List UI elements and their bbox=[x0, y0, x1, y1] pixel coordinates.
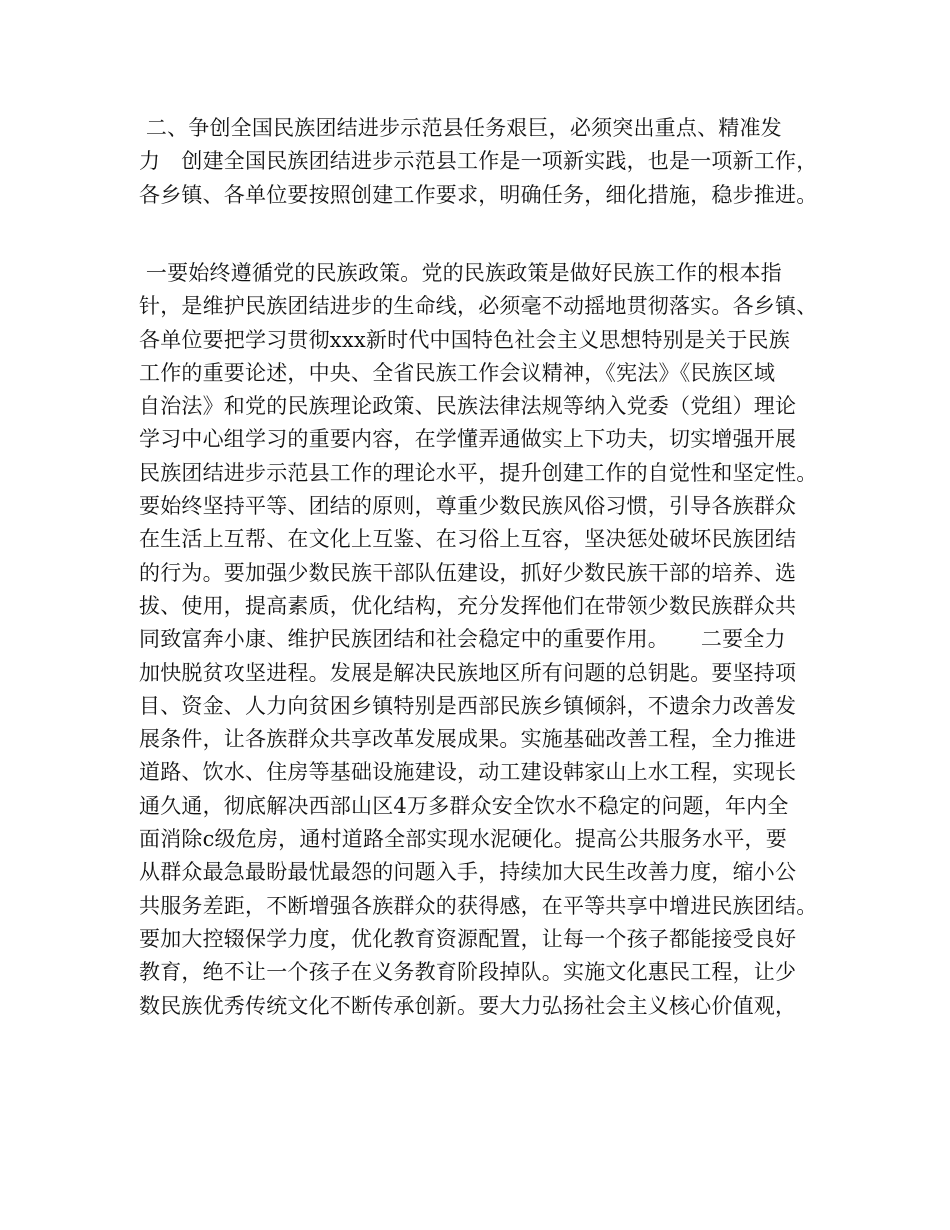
text-line: 针，是维护民族团结进步的生命线，必须毫不动摇地贯彻落实。各乡镇、 bbox=[139, 294, 818, 319]
text-line: 同致富奔小康、维护民族团结和社会稳定中的重要作用。 二要全力 bbox=[139, 627, 786, 652]
text-line: 目、资金、人力向贫困乡镇特别是西部民族乡镇倾斜，不遗余力改善发 bbox=[139, 693, 797, 718]
text-line: 各乡镇、各单位要按照创建工作要求，明确任务，细化措施，稳步推进。 bbox=[139, 182, 818, 207]
text-line: 要始终坚持平等、团结的原则，尊重少数民族风俗习惯，引导各族群众 bbox=[139, 494, 797, 519]
text-line: 教育，绝不让一个孩子在义务教育阶段掉队。实施文化惠民工程，让少 bbox=[139, 960, 797, 985]
text-line: 在生活上互帮、在文化上互鉴、在习俗上互容，坚决惩处破坏民族团结 bbox=[139, 527, 797, 552]
text-line: 各单位要把学习贯彻xxx新时代中国特色社会主义思想特别是关于民族 bbox=[139, 327, 790, 352]
body-paragraph bbox=[139, 257, 829, 1023]
text-line: 展条件，让各族群众共享改革发展成果。实施基础改善工程，全力推进 bbox=[139, 727, 797, 752]
text-line: 通久通，彻底解决西部山区4万多群众安全饮水不稳定的问题，年内全 bbox=[139, 793, 789, 818]
text-line: 工作的重要论述，中央、全省民族工作会议精神，《宪法》《民族区域 bbox=[139, 360, 776, 385]
text-line: 民族团结进步示范县工作的理论水平，提升创建工作的自觉性和坚定性。 bbox=[139, 460, 818, 485]
text-line: 学习中心组学习的重要内容，在学懂弄通做实上下功夫，切实增强开展 bbox=[139, 427, 797, 452]
text-line: 力 创建全国民族团结进步示范县工作是一项新实践，也是一项新工作， bbox=[139, 149, 818, 174]
text-line: 加快脱贫攻坚进程。发展是解决民族地区所有问题的总钥匙。要坚持项 bbox=[139, 660, 797, 685]
text-line: 的行为。要加强少数民族干部队伍建设，抓好少数民族干部的培养、选 bbox=[139, 560, 797, 585]
text-line: 二、争创全国民族团结进步示范县任务艰巨，必须突出重点、精准发 bbox=[139, 116, 782, 140]
text-line: 面消除c级危房，通村道路全部实现水泥硬化。提高公共服务水平，要 bbox=[139, 827, 787, 852]
text-line: 要加大控辍保学力度，优化教育资源配置，让每一个孩子都能接受良好 bbox=[139, 926, 797, 951]
text-line: 数民族优秀传统文化不断传承创新。要大力弘扬社会主义核心价值观， bbox=[139, 993, 797, 1018]
text-line: 自治法》和党的民族理论政策、民族法律法规等纳入党委（党组）理论 bbox=[139, 394, 797, 419]
text-line: 从群众最急最盼最忧最怨的问题入手，持续加大民生改善力度，缩小公 bbox=[139, 860, 797, 885]
text-line: 拔、使用，提高素质，优化结构，充分发挥他们在带领少数民族群众共 bbox=[139, 593, 797, 618]
section-heading-paragraph bbox=[139, 112, 829, 212]
text-line: 一要始终遵循党的民族政策。党的民族政策是做好民族工作的根本指 bbox=[139, 261, 782, 285]
text-line: 道路、饮水、住房等基础设施建设，动工建设韩家山上水工程，实现长 bbox=[139, 760, 797, 785]
text-line: 共服务差距，不断增强各族群众的获得感，在平等共享中增进民族团结。 bbox=[139, 893, 818, 918]
